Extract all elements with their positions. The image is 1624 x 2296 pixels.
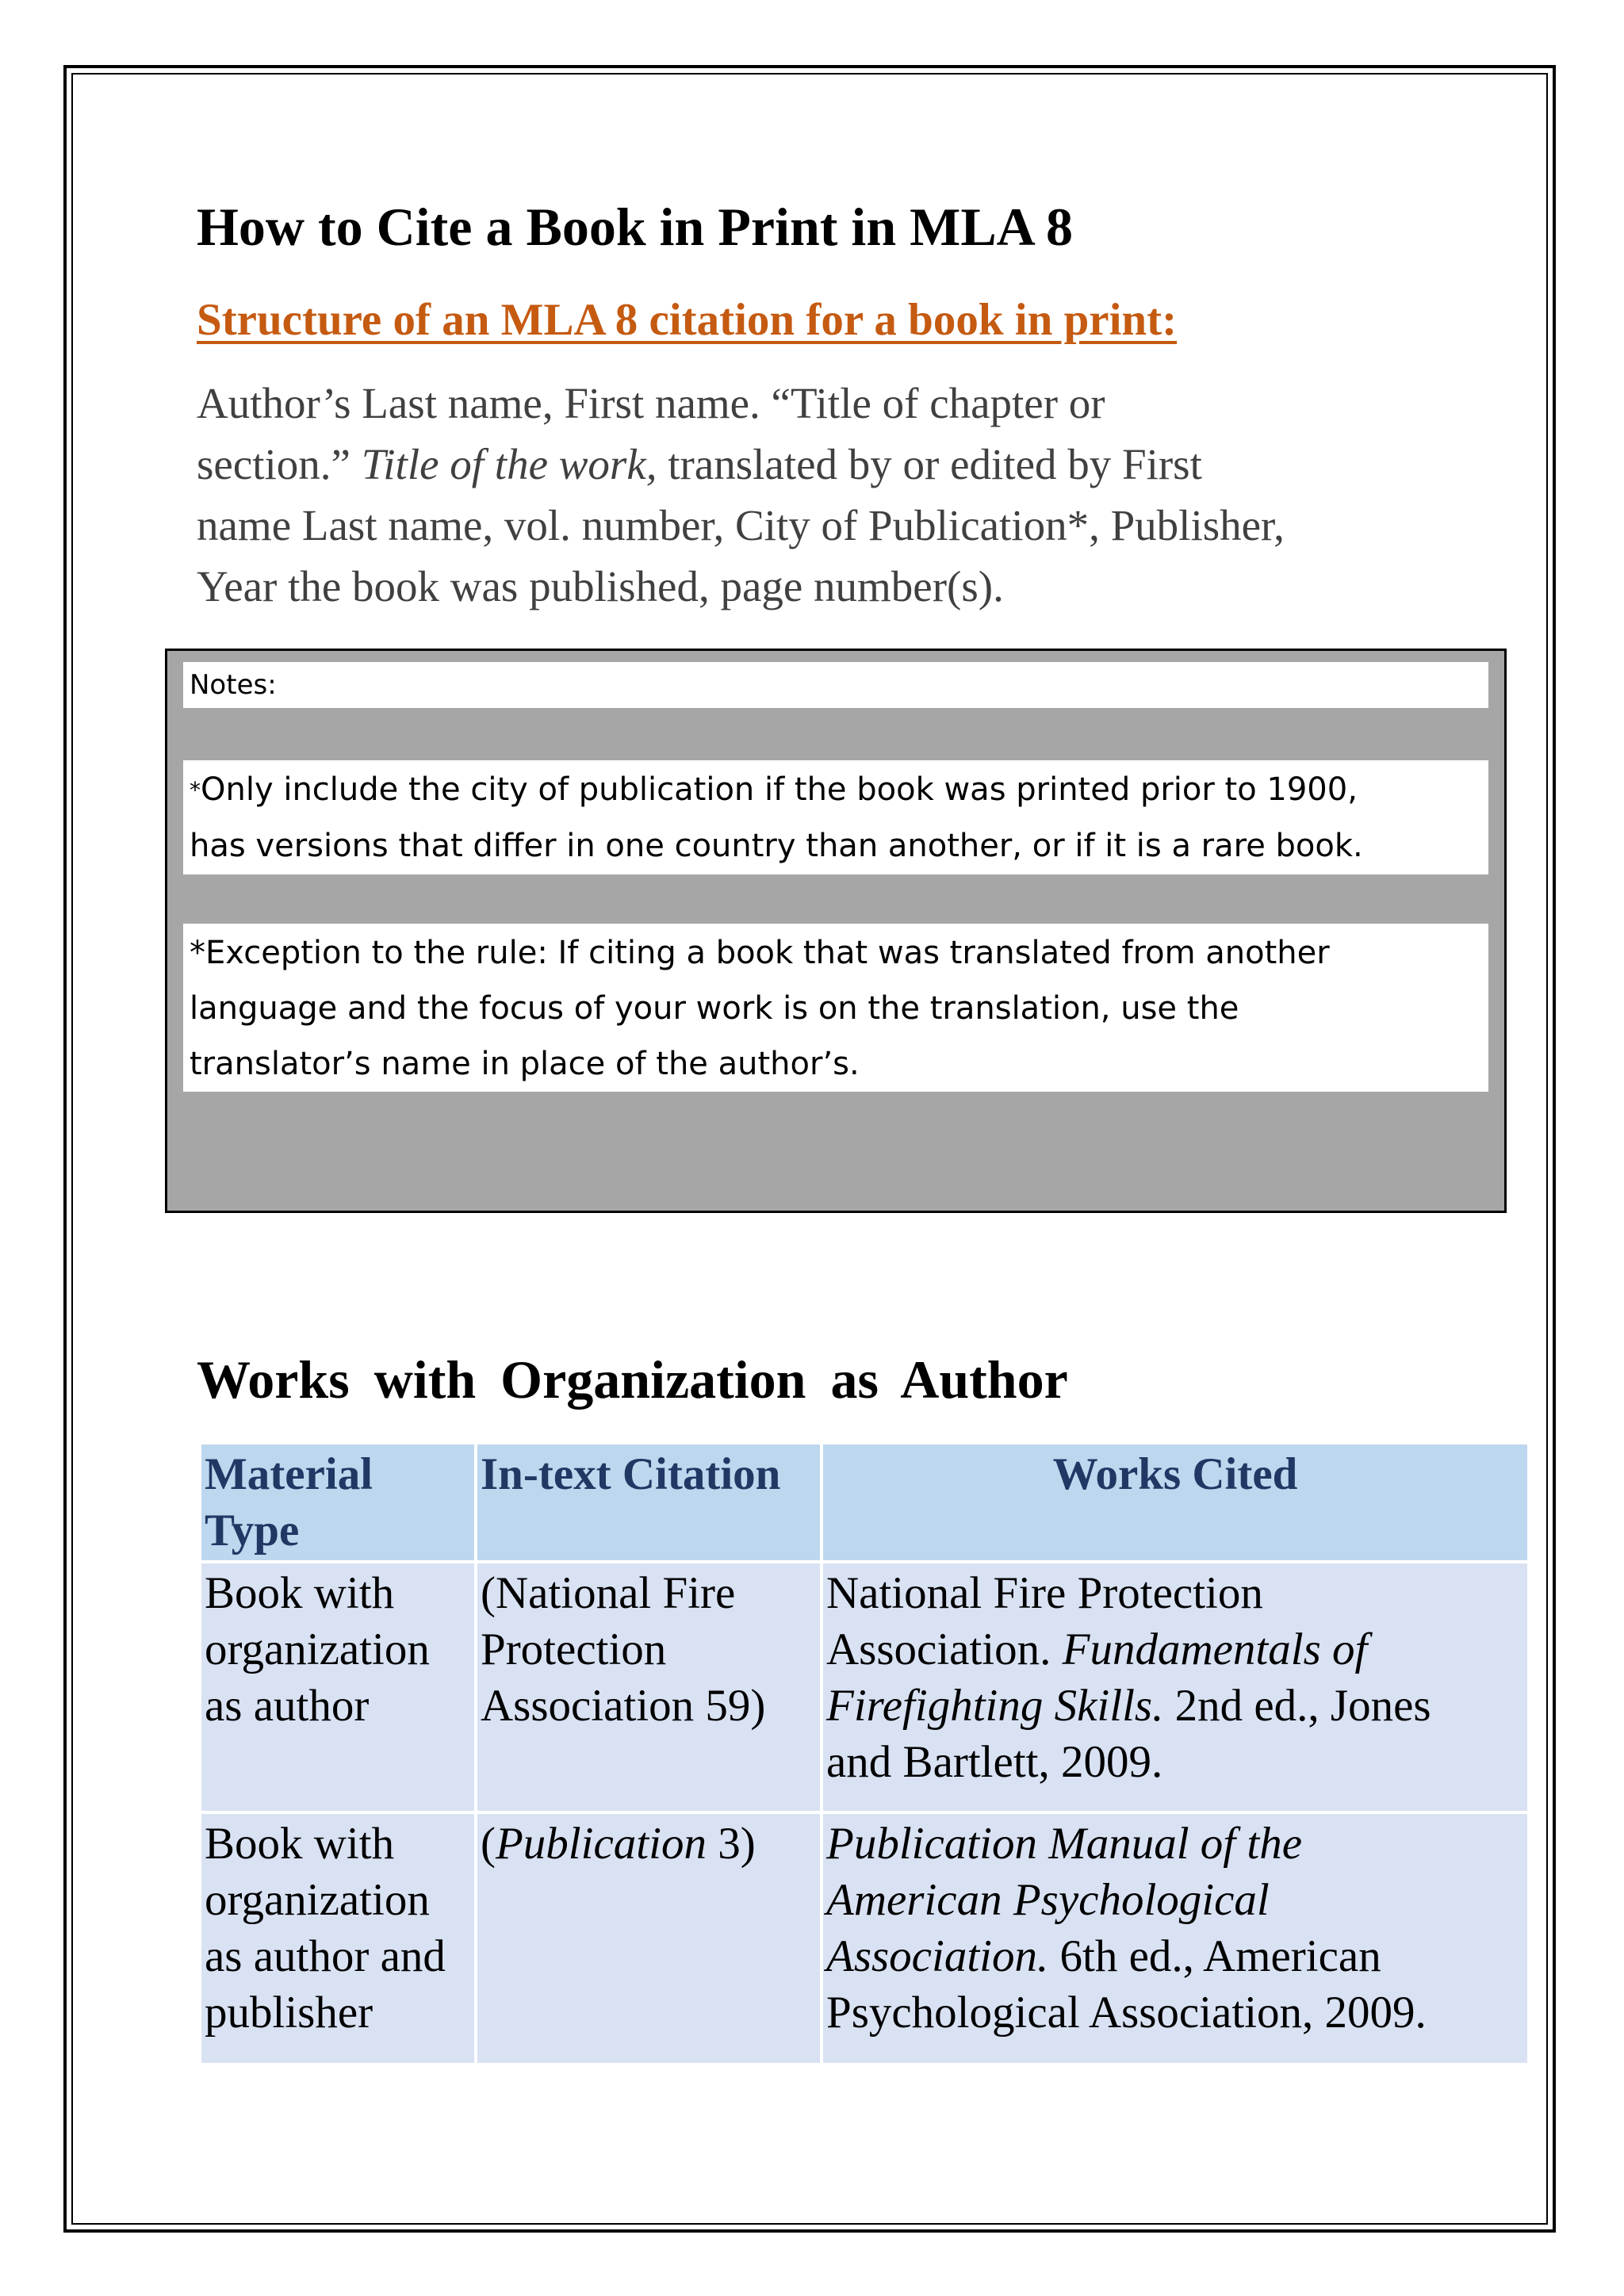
header-material-line-1: Material — [205, 1449, 373, 1499]
row2-intext-title: Publication — [495, 1819, 707, 1869]
header-works-cited: Works Cited — [823, 1445, 1527, 1560]
row2-wc-line-3-title: Association. — [826, 1931, 1049, 1981]
row1-type-line-1: Book with — [205, 1568, 395, 1618]
row1-wc-line-3 — [826, 1678, 1524, 1734]
note2-line-1: *Exception to the rule: If citing a book that was translated from another — [190, 935, 1330, 971]
header-material-type — [201, 1445, 474, 1560]
row1-wc-line-3-title: Firefighting Skills. — [826, 1681, 1164, 1731]
structure-line-2-a: section.” — [197, 440, 350, 488]
row1-intext-line-2: Protection — [481, 1624, 667, 1674]
row1-wc-line-3-b: 2nd ed., Jones — [1174, 1681, 1431, 1731]
row2-wc-line-2 — [826, 1872, 1524, 1928]
note1-asterisk: * — [190, 777, 201, 803]
row2-intext-close: 3) — [706, 1819, 756, 1869]
structure-line-2 — [197, 434, 1434, 495]
row2-works-cited — [823, 1814, 1527, 2063]
row1-wc-line-2 — [826, 1621, 1524, 1678]
row2-type-line-3: as author and — [205, 1931, 446, 1981]
row1-type-line-2: organization — [205, 1624, 430, 1674]
note1-line-1-text: Only include the city of publication if the book was printed prior to 1900, — [201, 771, 1358, 808]
structure-heading: Structure of an MLA 8 citation for a book in print: — [197, 295, 1178, 345]
row1-wc-line-1: National Fire Protection — [826, 1568, 1263, 1618]
row2-intext-citation — [477, 1814, 820, 2063]
structure-line-2-c: translated by or edited by First — [668, 440, 1202, 488]
row2-wc-line-2-title: American Psychological — [826, 1875, 1270, 1925]
row2-type-line-4: publisher — [205, 1988, 373, 2038]
row2-wc-line-3-b: 6th ed., American — [1059, 1931, 1381, 1981]
structure-line-3: name Last name, vol. number, City of Publication*, Publisher, — [197, 501, 1285, 549]
note-exception — [183, 924, 1488, 1092]
header-material-line-2: Type — [205, 1506, 300, 1556]
row2-material-type — [201, 1814, 474, 2063]
note1-line-2: has versions that differ in one country than another, or if it is a rare book. — [190, 828, 1363, 864]
row1-wc-line-4: and Bartlett, 2009. — [826, 1737, 1163, 1787]
row2-wc-line-1-title: Publication Manual of the — [826, 1819, 1303, 1869]
notes-label: Notes: — [183, 662, 1488, 708]
note-city-of-publication — [183, 760, 1488, 874]
row1-wc-line-2-title: Fundamentals of — [1062, 1624, 1368, 1674]
table-row — [201, 1814, 1527, 2063]
row2-wc-line-4: Psychological Association, 2009. — [826, 1988, 1427, 2038]
structure-line-1: Author’s Last name, First name. “Title of chapter or — [197, 379, 1105, 427]
note2-line-3: translator’s name in place of the author’s. — [190, 1046, 860, 1082]
structure-title-of-work: Title of the work, — [361, 440, 657, 488]
note2-line-2: language and the focus of your work is on the translation, use the — [190, 990, 1239, 1027]
notes-box — [165, 649, 1507, 1213]
section-title: Works with Organization as Author — [197, 1349, 1068, 1410]
note1-line-1 — [190, 762, 1482, 818]
structure-line-4: Year the book was published, page number(s). — [197, 562, 1004, 610]
row2-type-line-2: organization — [205, 1875, 430, 1925]
row2-intext-open: ( — [481, 1819, 496, 1869]
row1-wc-line-2-a: Association. — [826, 1624, 1051, 1674]
row1-type-line-3: as author — [205, 1681, 370, 1731]
row1-material-type — [201, 1563, 474, 1811]
table-row — [201, 1563, 1527, 1811]
page-title: How to Cite a Book in Print in MLA 8 — [197, 197, 1074, 257]
row2-wc-line-1 — [826, 1816, 1524, 1872]
row2-wc-line-3 — [826, 1928, 1524, 1984]
header-intext-citation: In-text Citation — [477, 1445, 820, 1560]
row1-intext-line-3: Association 59) — [481, 1681, 766, 1731]
row1-intext-line-1: (National Fire — [481, 1568, 736, 1618]
citation-structure — [197, 373, 1434, 617]
row1-works-cited — [823, 1563, 1527, 1811]
row2-type-line-1: Book with — [205, 1819, 395, 1869]
citation-table — [198, 1441, 1530, 2066]
row1-intext-citation — [477, 1563, 820, 1811]
table-header-row — [201, 1445, 1527, 1560]
